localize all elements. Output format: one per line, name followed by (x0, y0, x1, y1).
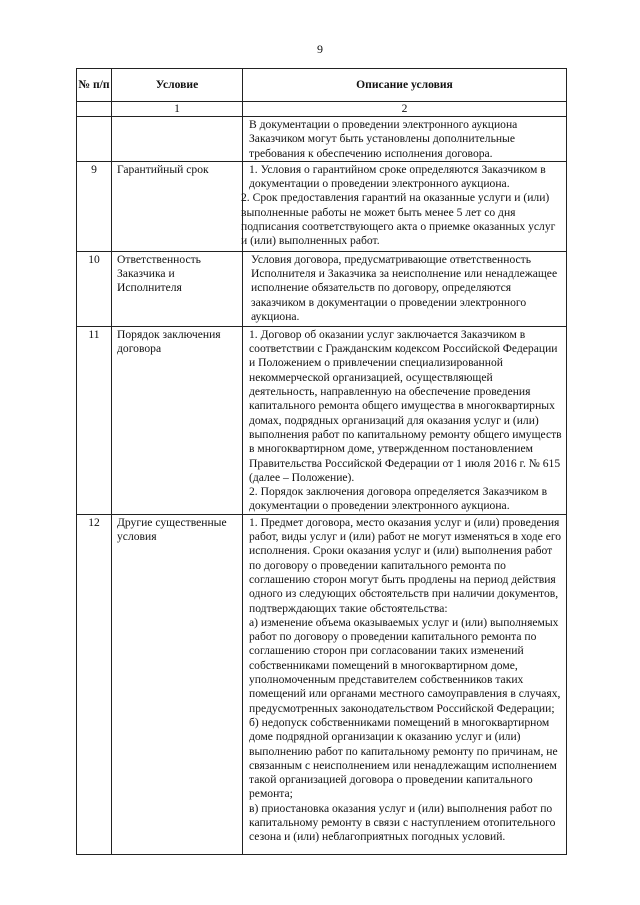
numbering-empty (77, 102, 112, 117)
table-header-row (77, 69, 567, 102)
description-paragraph: Условия договора, предусматривающие ответственность Исполнителя и Заказчика за неисполнение или ненадлежащее исполнение обязательств по договору, определяются заказчиком в документации о проведении электронного аукциона. (251, 252, 558, 324)
table-row (77, 251, 567, 326)
row-condition: Ответственность Заказчика и Исполнителя (112, 251, 243, 326)
conditions-table (76, 68, 567, 855)
row-description (243, 117, 567, 162)
row-description (243, 326, 567, 514)
page-number: 9 (317, 42, 323, 56)
description-paragraph: 2. Срок предоставления гарантий на оказанные услуги и (или) выполненные работы не может быть менее 5 лет со дня подписания соответствующего акта о приемке оказанных услуг и (или) выполненных работ. (241, 191, 556, 248)
description-paragraph: б) недопуск собственниками помещений в многоквартирном доме подрядной организации к оказанию услуг и (или) выполнению работ по капитальному ремонту по причинам, не связанным с неисполнением или ненадлежащим исполнением такой организацией договора о проведении капитального ремонта; (249, 715, 558, 801)
description-paragraph: 1. Договор об оказании услуг заключается Заказчиком в соответствии с Гражданским кодексом Российской Федерации и Положением о привлечении специализированной некоммерческой организацией, осуществляющей деятельность, направленную на обеспечение проведения капитального ремонта общего имущества в многоквартирных домах, подрядных организаций для оказания услуг и (или) выполнения работ по капитальному ремонту общего имуществ в многоквартирном доме, утвержденном постановлением Правительства Российской Федерации от 1 июля 2016 г. № 615 (далее – Положение). (249, 327, 562, 484)
table-row (77, 161, 567, 251)
description-paragraph: 2. Порядок заключения договора определяется Заказчиком в документации о проведении электронного аукциона. (249, 485, 548, 513)
row-condition: Гарантийный срок (112, 161, 243, 251)
numbering-col2: 2 (243, 102, 567, 117)
table-row (77, 326, 567, 514)
row-number: 12 (77, 514, 112, 854)
row-condition (112, 117, 243, 162)
column-numbering-row (77, 102, 567, 117)
table-row (77, 117, 567, 162)
row-condition: Порядок заключения договора (112, 326, 243, 514)
header-condition: Условие (112, 69, 243, 102)
description-paragraph: в) приостановка оказания услуг и (или) выполнения работ по капитальному ремонту в связи с наступлением отопительного сезона и (или) неблагоприятных погодных условий. (249, 801, 556, 844)
table-row (77, 514, 567, 854)
row-description (243, 251, 567, 326)
numbering-col1: 1 (112, 102, 243, 117)
row-number (77, 117, 112, 162)
description-paragraph: а) изменение объема оказываемых услуг и (или) выполняемых работ по договору о проведении капитального ремонта по соглашению сторон при согласовании таких изменений собственниками помещений в многоквартирном доме, уполномоченным представителем собственников таких помещений или органами местного самоуправления в случаях, предусмотренных законодательством Российской Федерации; (249, 615, 561, 715)
header-num: № п/п (77, 69, 112, 102)
row-number: 11 (77, 326, 112, 514)
row-description (243, 161, 567, 251)
description-paragraph: 1. Условия о гарантийном сроке определяются Заказчиком в документации о проведении электронного аукциона. (249, 162, 546, 191)
row-number: 10 (77, 251, 112, 326)
row-description (243, 514, 567, 854)
row-number: 9 (77, 161, 112, 251)
header-description: Описание условия (243, 69, 567, 102)
description-paragraph: 1. Предмет договора, место оказания услуг и (или) проведения работ, виды услуг и (или) работ не могут изменяться в ходе его исполнения. Сроки оказания услуг и (или) выполнения работ по договору о проведении капитального ремонта по соглашению сторон могут быть продлены на период действия одного из следующих обстоятельств при наличии документов, подтверждающих такие обстоятельства: (249, 515, 562, 615)
description-paragraph: В документации о проведении электронного аукциона Заказчиком могут быть установлены дополнительные требования к обеспечению исполнения договора. (249, 118, 518, 160)
row-condition: Другие существенные условия (112, 514, 243, 854)
